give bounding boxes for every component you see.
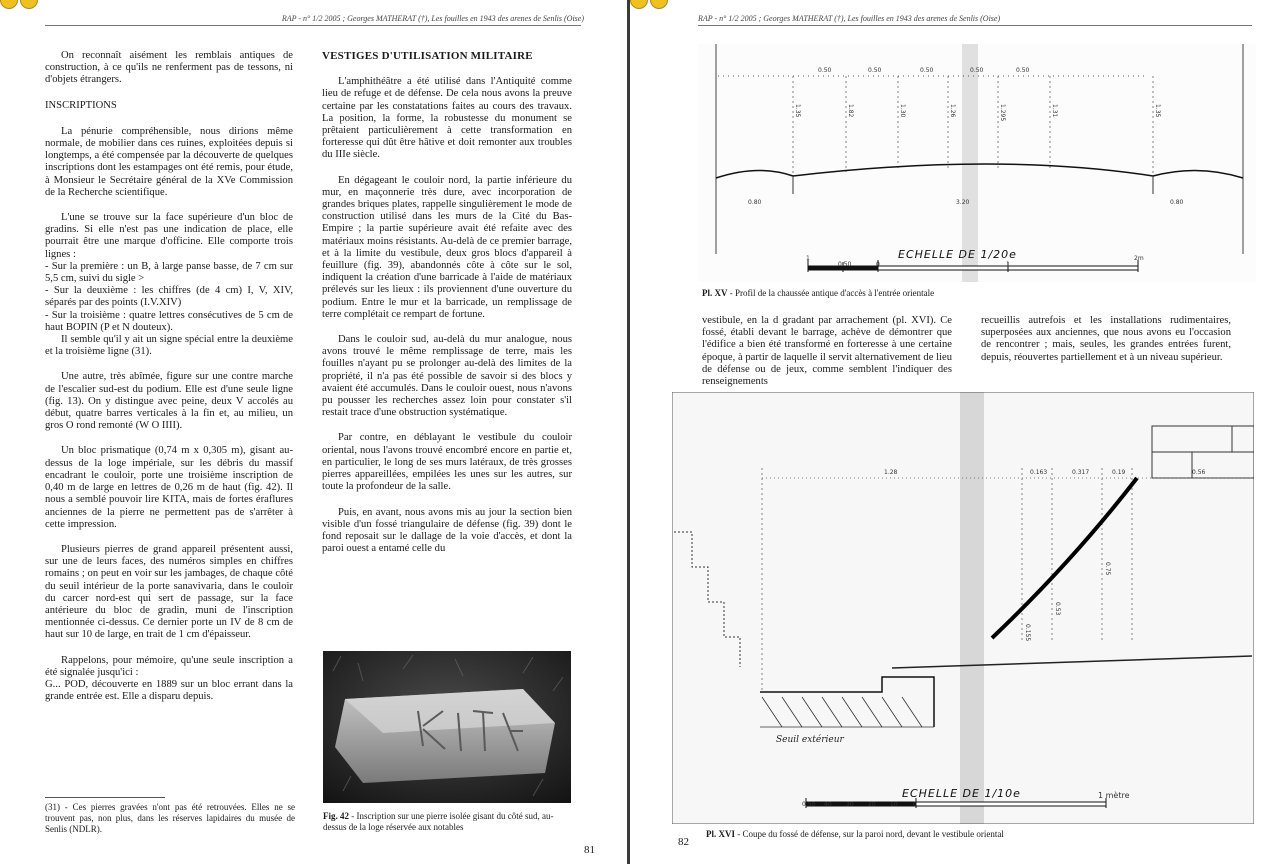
scale-tick: 0.50 — [838, 261, 852, 268]
fig-label: Fig. 42 — [323, 811, 349, 821]
page-number: 82 — [678, 836, 689, 848]
scale-title: ECHELLE DE 1/20e — [898, 248, 1017, 261]
scale-tick: 0 — [913, 801, 917, 808]
vertical-dim: 0.53 — [1054, 602, 1061, 616]
fig-42-caption — [323, 811, 573, 833]
paragraph: Par contre, en déblayant le vestibule du couloir oriental, nous l'avons trouvé encombré encore en partie et, en particulier, le long de ses murs latéraux, de très grosses pierres appareillées, empilées les unes sur les autres, sur toute la profondeur de la salle. — [322, 432, 572, 493]
scale-tick: 0 — [876, 261, 880, 268]
fig-42-photo — [323, 651, 571, 803]
paragraph: En dégageant le couloir nord, la partie inférieure du mur, en maçonnerie très dure, avec incorporation de grandes briques plates, rappelle singulièrement le mode de construction utilisé dans les murs de la Cité du Bas-Empire ; la partie supérieure avait été refaite avec des matériaux moins résistants. Au-delà de ce premier barrage, et à la limite du vestibule, deux gros blocs d'appareil à feuillure (fig. 39), abandonnés côte à côte sur le sol, indiquent la création d'une barricade à l'aide de matériaux prélevés sur les lieux : ils proviennent d'une ouverture du podium. Entre le mur et la barricade, un remplissage de terre complétait ce rempart de fortune. — [322, 174, 572, 320]
stone-block-image — [323, 651, 571, 803]
list-item: - Sur la première : un B, à large panse basse, de 7 cm sur 5,5 cm, suivi du sigle > — [45, 260, 293, 285]
plate-xv-drawing — [698, 44, 1256, 282]
paragraph: L'une se trouve sur la face supérieure d'un bloc de gradins. Si elle n'est pas une indication de place, elle pourrait être une marque d'officine. Elle comporte trois lignes : — [45, 212, 293, 260]
section-heading-military: VESTIGES D'UTILISATION MILITAIRE — [322, 50, 533, 62]
paragraph: On reconnaît aisément les remblais antiques de construction, à ce qu'ils ne renferment pas de tessons, ni d'objets étrangers. — [45, 50, 293, 86]
plate-label: Pl. XV — [702, 288, 728, 298]
paragraph: L'amphithéâtre a été utilisé dans l'Antiquité comme lieu de refuge et de défense. De cela nous avons la preuve certaine par les constatations faites au cours des travaux. La position, la forme, la robustesse du monument se prêtaient particulièrement à cette transformation en forteresse qui dût être hâtive et doit remonter aux troubles du IIIe siècle. — [322, 76, 572, 161]
scale-tick: 1 — [806, 255, 810, 262]
footnote: (31) - Ces pierres gravées n'ont pas été retrouvées. Elles ne se trouvent pas, non plus, dans les réserves lapidaires du musée de Senlis (NDLR). — [45, 802, 295, 834]
dim-label: 1.28 — [884, 469, 898, 476]
vertical-dim: 1.30 — [899, 104, 906, 118]
dim-label: 0.56 — [1192, 469, 1206, 476]
scale-tick: 1 mètre — [1098, 791, 1130, 800]
plate-xv-caption — [702, 288, 1202, 299]
list-item: - Sur la troisième : quatre lettres consécutives de 5 cm de haut BOPIN (P et N douteux). — [45, 309, 293, 333]
dim-label: 0.163 — [1030, 469, 1048, 476]
section-heading-inscriptions: INSCRIPTIONS — [45, 99, 117, 111]
plate-caption-text: - Profil de la chaussée antique d'accès à l'entrée orientale — [727, 288, 935, 298]
vertical-dim: 1.26 — [949, 104, 956, 118]
paragraph: Plusieurs pierres de grand appareil présentent aussi, sur une de leurs faces, des numéros simples en chiffres romains ; on peut en voir sur les jambages, de chaque côté du seuil intérieur de la porte sanavivaria, dans le couloir du carcer nord-est qui sert de passage, sur la face antérieure du bloc de gradin, muni de l'inscription mentionnée ci-dessus. Ce dernier porte un IV de 8 cm de haut sur 10 de large, en trait de 1 cm d'épaisseur. — [45, 543, 293, 641]
paragraph: La pénurie compréhensible, nous dirions même normale, de mobilier dans ces ruines, exploitées depuis si longtemps, a été compensée par la découverte de quelques inscriptions dont les estampages ont été remis, pour étude, à Monsieur le Secrétaire général de la XVe Commission de la Recherche scientifique. — [45, 125, 293, 198]
badge-icon — [0, 0, 18, 9]
vertical-dim: 0.75 — [1104, 562, 1111, 576]
list-item: - Sur la deuxième : les chiffres (de 4 cm) I, V, XIV, séparés par des points (I.V.XIV) — [45, 285, 293, 309]
paragraph: Rappelons, pour mémoire, qu'une seule inscription a été signalée jusqu'ici : — [45, 654, 293, 678]
dim-label: 0.50 — [868, 67, 882, 74]
paragraph: Dans le couloir sud, au-delà du mur analogue, nous avons trouvé le même remplissage de terre, mais les fouilles n'ayant pu se prolonger au-delà des limites de la propriété, il n'a pas été possible de savoir si des blocs y avaient été accumulés. Dans le couloir ouest, nous n'avons pu pousser les recherches assez loin pour constater s'il restait trace d'une obstruction systématique. — [322, 334, 572, 419]
header-rule — [45, 25, 581, 26]
fig-caption-text: - Inscription sur une pierre isolée gisant du côté sud, au-dessus de la loge réservée aux notables — [323, 811, 554, 832]
dim-label: 0.80 — [1170, 199, 1184, 206]
badge-icon — [650, 0, 668, 9]
right-column-1 — [702, 315, 952, 388]
vertical-dim: 0.155 — [1024, 624, 1031, 642]
plate-xvi-caption — [706, 829, 1206, 840]
scale-tick: 20 — [868, 801, 876, 808]
vertical-dim: 1.295 — [999, 104, 1006, 122]
paragraph: Il semble qu'il y ait un signe spécial entre la deuxième et la troisième ligne (31). — [45, 334, 293, 358]
corner-badges — [0, 0, 38, 9]
paragraph: G... POD, découverte en 1889 sur un bloc errant dans la grande entrée est. Elle a disparu depuis. — [45, 678, 293, 703]
vertical-dim: 1.31 — [1051, 104, 1058, 118]
dim-label: 0.80 — [748, 199, 762, 206]
badge-icon — [630, 0, 648, 9]
dim-label: 0.50 — [920, 67, 934, 74]
page-number: 81 — [584, 844, 595, 856]
scale-tick: 30 — [846, 801, 854, 808]
paragraph: recueillis autrefois et les installations rudimentaires, superposées aux anciennes, que nous avons eu l'occasion de rencontrer ; mais, seules, les grandes entrées furent, depuis, réouvertes partiellement et à un niveau supérieur. — [981, 315, 1231, 363]
dim-label: 0.50 — [818, 67, 832, 74]
badge-icon — [20, 0, 38, 9]
scale-tick: 1 — [1006, 261, 1010, 268]
vertical-dim: 1.82 — [847, 104, 854, 118]
plate-xvi-drawing — [672, 392, 1254, 824]
scale-tick: 0.50 — [802, 801, 816, 808]
dim-label: 0.50 — [970, 67, 984, 74]
right-page — [630, 0, 1262, 864]
dim-label: 0.50 — [1016, 67, 1030, 74]
dim-label: 3.20 — [956, 199, 970, 206]
header-rule — [698, 25, 1252, 26]
paragraph: Puis, en avant, nous avons mis au jour la section bien visible d'un fossé triangulaire de défense (fig. 39) dont le fond reposait sur le dallage de la voie d'accès, et dont la paroi ouest a entamé celle du — [322, 506, 572, 555]
left-page — [0, 0, 627, 864]
vertical-dim: 1.35 — [1154, 104, 1161, 118]
footnote-rule — [45, 797, 165, 798]
running-head: RAP - n° 1/2 2005 ; Georges MATHERAT (†), Les fouilles en 1943 des arenes de Senlis (Oise) — [281, 14, 584, 23]
paragraph: vestibule, en la d gradant par arrachement (pl. XVI). Ce fossé, établi devant le barrage, achève de démontrer que l'édifice a bien été transformé en forteresse à une certaine époque, à partir de laquelle il servit alternativement de lieu de défense ou de jeux, comme semblent l'indiquer des renseignements — [702, 315, 952, 388]
scale-title: ECHELLE DE 1/10e — [902, 787, 1021, 800]
corner-badges — [630, 0, 668, 9]
scale-tick: 10 — [890, 801, 898, 808]
left-column-2 — [322, 50, 572, 568]
scale-tick: 40 — [824, 801, 832, 808]
scale-tick: 2m — [1134, 255, 1144, 262]
paragraph: Un bloc prismatique (0,74 m x 0,305 m), gisant au-dessus de la loge impériale, sur les débris du massif encadrant le couloir, porte une troisième inscription de 0,40 m de large en lettres de 0,26 m de haut (fig. 42). Il nous a semblé pouvoir lire KITA, mais de fortes éraflures anciennes de la pierre ne permettent pas de s'arrêter à cette impression. — [45, 445, 293, 530]
plate-caption-text: - Coupe du fossé de défense, sur la paroi nord, devant le vestibule oriental — [735, 829, 1004, 839]
dim-label: 0.317 — [1072, 469, 1090, 476]
seuil-label: Seuil extérieur — [776, 735, 844, 745]
right-column-2 — [981, 315, 1231, 364]
paragraph: Une autre, très abîmée, figure sur une contre marche de l'escalier sud-est du podium. Elle est d'une seule ligne (fig. 13). On y distingue avec peine, deux V accolés au début, quatre barres verticales à la fin et, au milieu, un gros O rond remonté (W O IIII). — [45, 371, 293, 432]
plate-label: Pl. XVI — [706, 829, 735, 839]
left-column-1 — [45, 50, 293, 716]
dim-label: 0.19 — [1112, 469, 1126, 476]
running-head: RAP - n° 1/2 2005 ; Georges MATHERAT (†), Les fouilles en 1943 des arenes de Senlis (Oise) — [698, 14, 1001, 23]
vertical-dim: 1.35 — [794, 104, 801, 118]
